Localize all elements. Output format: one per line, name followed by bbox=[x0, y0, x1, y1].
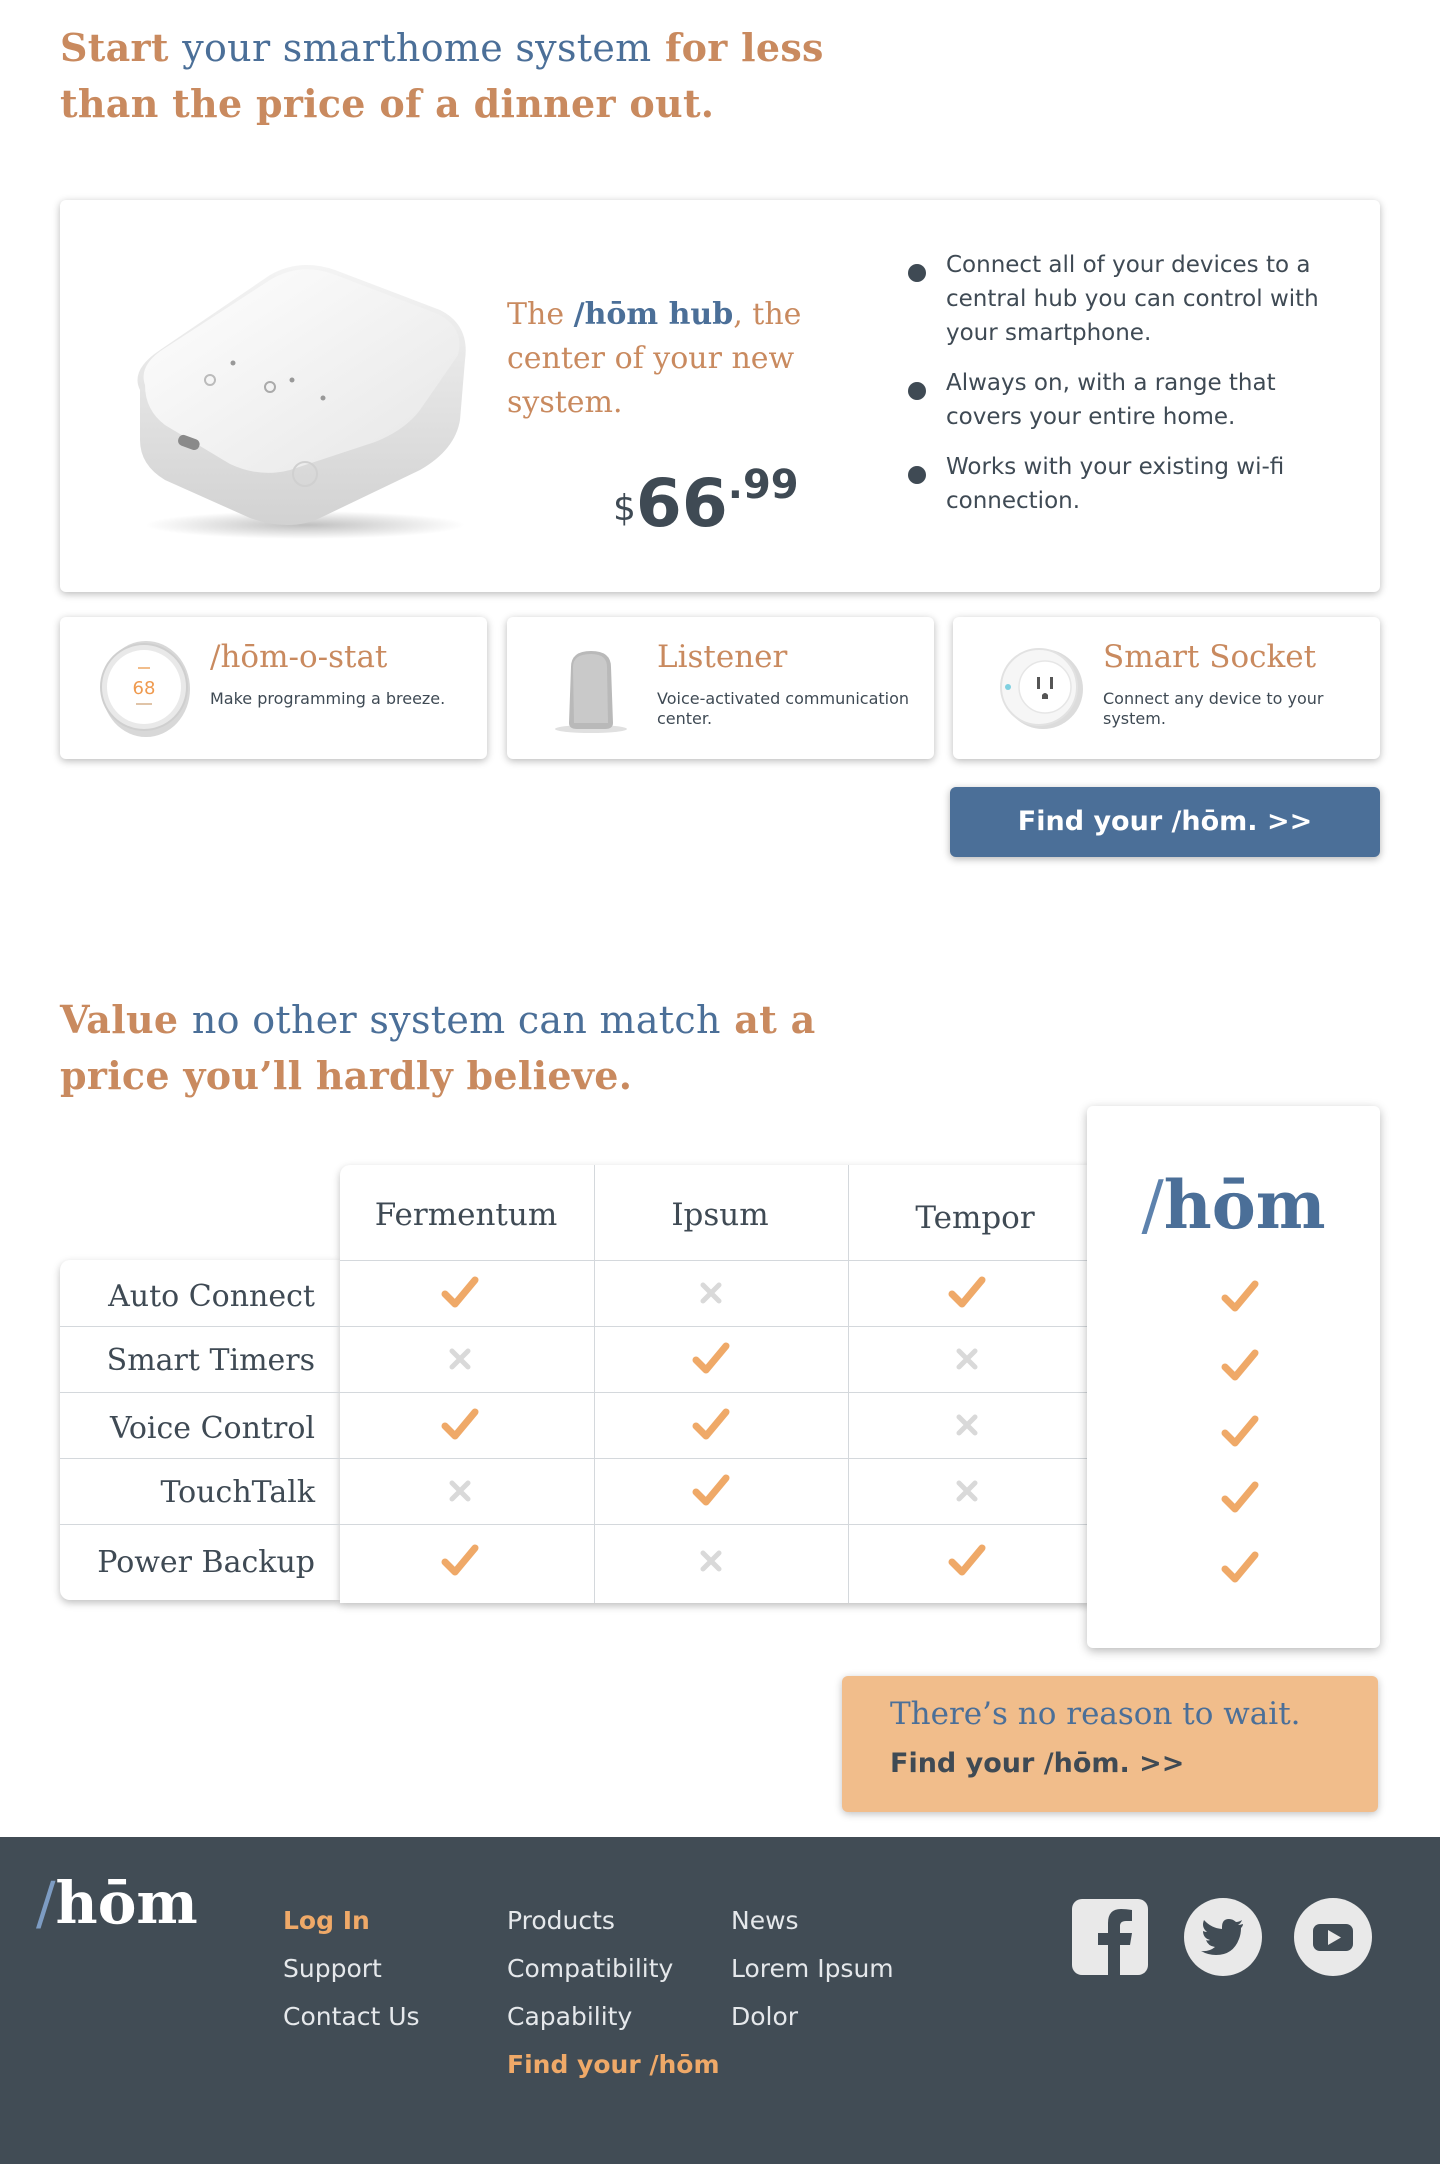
headline-line: than the price of a dinner out. bbox=[60, 81, 715, 126]
logo-name: hōm bbox=[1163, 1166, 1326, 1244]
hub-name: /hōm hub bbox=[573, 297, 734, 332]
check-icon bbox=[691, 1405, 731, 1445]
row-label: Voice Control bbox=[109, 1411, 315, 1446]
headline-word: at a bbox=[734, 997, 816, 1042]
footer-link-login[interactable]: Log In bbox=[283, 1906, 370, 1935]
price-whole: 66 bbox=[635, 465, 728, 542]
check-icon bbox=[1220, 1412, 1260, 1452]
twitter-icon[interactable] bbox=[1183, 1897, 1263, 1977]
feature-text: Works with your existing wi-fi connection. bbox=[946, 454, 1285, 514]
find-your-hom-button[interactable]: Find your /hōm. >> bbox=[950, 787, 1380, 857]
footer-col-account bbox=[283, 1897, 420, 2041]
hub-features bbox=[908, 248, 1348, 534]
hub-image bbox=[120, 250, 480, 550]
cross-icon bbox=[691, 1541, 731, 1581]
cta-line1: There’s no reason to wait. bbox=[890, 1696, 1301, 1732]
product-card-socket[interactable] bbox=[953, 617, 1380, 759]
cross-icon bbox=[947, 1339, 987, 1379]
product-card-listener[interactable] bbox=[507, 617, 934, 759]
bullet-dot bbox=[908, 466, 926, 484]
footer-link-capability[interactable]: Capability bbox=[507, 2002, 633, 2031]
headline-word: Start bbox=[60, 25, 169, 70]
footer-link-news[interactable]: News bbox=[731, 1906, 799, 1935]
row-label: Smart Timers bbox=[106, 1343, 315, 1378]
logo-slash: / bbox=[36, 1869, 56, 1937]
headline-line: price you’ll hardly believe. bbox=[60, 1053, 633, 1098]
price-currency: $ bbox=[613, 488, 636, 529]
hero-headline bbox=[60, 20, 824, 131]
check-icon bbox=[947, 1273, 987, 1313]
product-description: Make programming a breeze. bbox=[210, 689, 446, 708]
facebook-icon[interactable] bbox=[1070, 1897, 1150, 1977]
hub-price bbox=[613, 462, 799, 542]
feature-text: Connect all of your devices to a central hub you can control with your smartphone. bbox=[946, 252, 1319, 346]
check-icon bbox=[691, 1339, 731, 1379]
feature-text: Always on, with a range that covers your entire home. bbox=[946, 370, 1276, 430]
headline-word: no other system can match bbox=[191, 998, 721, 1042]
footer-link-support[interactable]: Support bbox=[283, 1954, 382, 1983]
check-icon bbox=[1220, 1548, 1260, 1588]
footer-link-lorem[interactable]: Lorem Ipsum bbox=[731, 1954, 894, 1983]
bullet-dot bbox=[908, 382, 926, 400]
column-header: Ipsum bbox=[671, 1197, 769, 1233]
footer-link-contact[interactable]: Contact Us bbox=[283, 2002, 420, 2031]
column-header: Tempor bbox=[915, 1200, 1035, 1236]
footer-link-compatibility[interactable]: Compatibility bbox=[507, 1954, 674, 1983]
footer-link-dolor[interactable]: Dolor bbox=[731, 2002, 799, 2031]
thermostat-image bbox=[94, 637, 194, 737]
row-label: Auto Connect bbox=[108, 1279, 315, 1314]
product-description: Connect any device to your system. bbox=[1103, 689, 1324, 728]
footer-logo[interactable] bbox=[36, 1869, 198, 1937]
headline-word: Value bbox=[60, 997, 179, 1042]
footer bbox=[0, 1837, 1440, 2164]
product-title: /hōm-o-stat bbox=[210, 639, 388, 675]
cta-banner[interactable] bbox=[842, 1676, 1378, 1812]
check-icon bbox=[1220, 1346, 1260, 1386]
check-icon bbox=[440, 1405, 480, 1445]
cross-icon bbox=[691, 1273, 731, 1313]
feature-item bbox=[908, 366, 1348, 434]
check-icon bbox=[1220, 1277, 1260, 1317]
feature-item bbox=[908, 450, 1348, 518]
column-header: Fermentum bbox=[374, 1197, 558, 1233]
thermostat-display: 68 bbox=[132, 678, 156, 699]
headline-word: for less bbox=[664, 25, 824, 70]
youtube-icon[interactable] bbox=[1293, 1897, 1373, 1977]
hub-text-pre: The bbox=[507, 297, 565, 332]
hub-text-post: , the center of your new system. bbox=[507, 297, 802, 420]
product-card-thermostat[interactable] bbox=[60, 617, 487, 759]
hub-card bbox=[60, 200, 1380, 592]
headline-word: your smarthome system bbox=[182, 26, 652, 70]
cross-icon bbox=[440, 1471, 480, 1511]
check-icon bbox=[440, 1541, 480, 1581]
check-icon bbox=[1220, 1478, 1260, 1518]
socket-image bbox=[987, 637, 1087, 737]
value-headline bbox=[60, 992, 816, 1103]
footer-col-products bbox=[507, 1897, 720, 2089]
footer-link-find[interactable]: Find your /hōm bbox=[507, 2050, 720, 2079]
row-label: TouchTalk bbox=[160, 1475, 315, 1510]
check-icon bbox=[691, 1471, 731, 1511]
price-cents: .99 bbox=[727, 462, 799, 508]
bullet-dot bbox=[908, 264, 926, 282]
cta-link[interactable]: Find your /hōm. >> bbox=[890, 1748, 1185, 1779]
speaker-image bbox=[541, 637, 641, 737]
cross-icon bbox=[947, 1471, 987, 1511]
logo-name: hōm bbox=[55, 1869, 198, 1937]
product-title: Listener bbox=[657, 639, 788, 675]
footer-link-products[interactable]: Products bbox=[507, 1906, 615, 1935]
product-title: Smart Socket bbox=[1103, 639, 1317, 675]
check-icon bbox=[947, 1541, 987, 1581]
row-label: Power Backup bbox=[97, 1545, 315, 1580]
feature-item bbox=[908, 248, 1348, 350]
cross-icon bbox=[440, 1339, 480, 1379]
logo-slash: / bbox=[1141, 1167, 1164, 1244]
hub-description bbox=[507, 293, 837, 425]
cross-icon bbox=[947, 1405, 987, 1445]
hom-logo bbox=[1087, 1166, 1380, 1244]
product-description: Voice-activated communication center. bbox=[657, 689, 910, 728]
check-icon bbox=[440, 1273, 480, 1313]
footer-col-news bbox=[731, 1897, 894, 2041]
